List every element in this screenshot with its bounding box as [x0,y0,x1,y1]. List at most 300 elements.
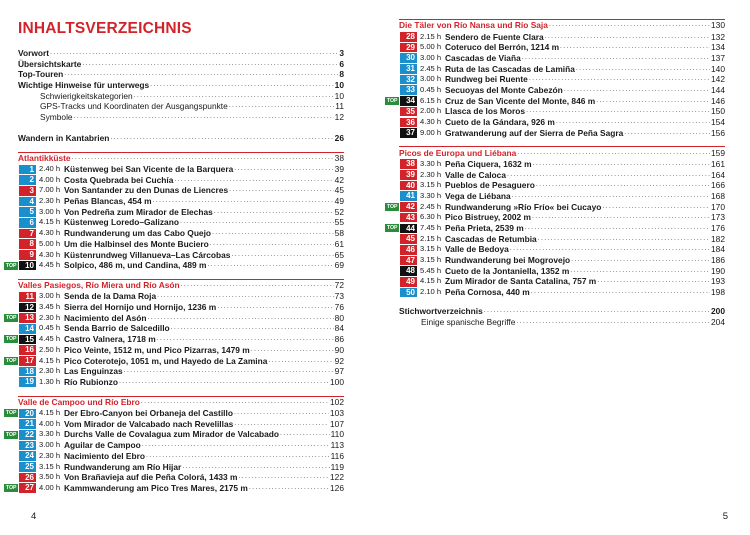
tour-row[interactable] [399,128,725,139]
tour-row[interactable] [18,377,344,388]
dot-leader [153,196,334,207]
tour-title: Von Pedreña zum Mirador de Elechas [64,206,213,217]
tour-number-badge: 31 [400,64,417,74]
dot-leader [157,291,334,302]
dot-leader [545,32,710,43]
tour-row[interactable] [386,95,725,107]
right-page [375,0,750,535]
tour-title: Zum Mirador de Santa Catalina, 757 m [445,276,597,287]
tour-row[interactable] [18,472,344,483]
dot-leader [510,244,710,255]
dot-leader [251,345,334,356]
tour-title: Nacimiento del Asón [64,312,147,323]
tour-row[interactable] [18,462,344,473]
tour-page: 132 [711,31,725,42]
dot-leader [150,80,334,91]
entry-page: 26 [334,132,344,143]
tour-number-badge: 30 [400,53,417,63]
tour-page: 168 [711,190,725,201]
toc-entry[interactable] [399,317,725,328]
tour-page: 137 [711,52,725,63]
tour-number-badge: 7 [19,229,36,239]
tour-page: 154 [711,117,725,127]
tour-page: 144 [711,84,725,95]
tour-number-badge: 4 [19,197,36,207]
tour-duration: 2.10 h [420,287,442,297]
tour-row[interactable] [399,32,725,43]
tour-title: Río Rubionzo [64,376,118,387]
tour-row[interactable] [18,164,344,175]
dot-leader [512,191,710,202]
toc-entry[interactable] [18,133,344,144]
tour-row[interactable] [399,276,725,287]
tour-title: Durchs Valle de Covalagua zum Mirador de Valcabado [64,429,280,440]
tour-page: 173 [711,212,725,223]
entry-title: Top-Touren [18,69,64,80]
tour-row[interactable] [399,244,725,255]
tour-page: 140 [711,63,725,74]
dot-leader [74,112,334,123]
tour-row[interactable] [5,408,344,419]
dot-leader [212,228,334,239]
tour-row[interactable] [5,355,344,367]
tour-row[interactable] [5,482,344,494]
tour-number-badge: 13 [19,313,36,323]
tour-page: 113 [330,440,344,451]
section-page: 102 [330,396,344,407]
tour-page: 119 [330,461,344,472]
toc-entry[interactable] [18,112,344,123]
tour-number-badge: 16 [19,345,36,355]
tour-title: Nacimiento del Ebro [64,450,145,461]
tour-row[interactable] [399,117,725,128]
tour-title: Vega de Liébana [445,190,511,201]
tour-duration: 4.15 h [39,355,61,365]
tour-title: Cueto de la Gándara, 926 m [445,117,555,127]
tour-duration: 3.30 h [420,190,442,200]
tour-row[interactable] [18,250,344,261]
toc-entry[interactable] [18,59,344,70]
dot-leader [142,440,330,451]
tour-number-badge: 6 [19,218,36,228]
tour-duration: 3.15 h [420,244,442,254]
section-heading[interactable] [399,146,725,159]
tour-number-badge: 50 [400,288,417,298]
tour-duration: 3.00 h [39,440,61,450]
tour-page: 193 [711,276,725,287]
tour-duration: 4.00 h [39,418,61,428]
dot-leader [507,170,710,181]
dot-leader [182,462,329,473]
tour-duration: 0.45 h [420,84,442,94]
dot-leader [231,250,333,261]
tour-row[interactable] [18,207,344,218]
tour-row[interactable] [399,106,725,117]
tour-title: Der Ebro-Canyon bei Orbaneja del Castillo [64,408,233,419]
dot-leader [531,287,710,298]
tour-row[interactable] [399,42,725,53]
tour-page: 76 [334,302,344,313]
tour-number-badge: 32 [400,75,417,85]
dot-leader [529,74,710,85]
tour-duration: 4.15 h [39,217,61,227]
tour-duration: 3.50 h [39,472,61,482]
dot-leader [564,85,710,96]
tour-duration: 7.00 h [39,185,61,195]
tour-page: 110 [330,429,344,440]
tour-title: Costa Quebrada bei Cuchía [64,174,174,185]
tour-row[interactable] [18,217,344,228]
tour-row[interactable] [18,196,344,207]
dot-leader [234,408,329,419]
entry-title: Einige spanische Begriffe [421,316,516,327]
entry-title: Schwierigkeitskategorien [40,90,133,101]
entry-page: 8 [339,69,344,80]
tour-row[interactable] [399,85,725,96]
entry-page: 200 [711,305,725,316]
tour-duration: 3.00 h [39,206,61,216]
tour-page: 52 [334,206,344,217]
tour-duration: 3.30 h [39,429,61,439]
tour-row[interactable] [18,228,344,239]
tour-number-badge: 19 [19,377,36,387]
tour-row[interactable] [399,212,725,223]
dot-leader [72,153,334,164]
tour-duration: 3.00 h [39,291,61,301]
tour-title: Rundwanderung am Río Hijar [64,461,182,472]
tour-row[interactable] [18,239,344,250]
tour-title: Sendero de Fuente Clara [445,31,544,42]
tour-row[interactable] [399,234,725,245]
tour-page: 150 [711,106,725,117]
tour-page: 49 [334,196,344,207]
toc-entry[interactable] [18,101,344,112]
tour-row[interactable] [399,191,725,202]
dot-leader [238,472,329,483]
tour-duration: 2.30 h [420,169,442,179]
dot-leader [146,451,330,462]
page-number-right: 5 [722,511,728,522]
entry-title: Symbole [40,112,73,123]
tour-duration: 2.45 h [420,201,442,211]
tour-number-badge: 47 [400,256,417,266]
dot-leader [596,96,710,107]
tour-number-badge: 2 [19,175,36,185]
tour-duration: 1.30 h [39,376,61,386]
top-badge: TOP [5,357,17,364]
dot-leader [229,101,335,112]
tour-row[interactable] [18,419,344,430]
tour-row[interactable] [18,440,344,451]
top-badge: TOP [5,431,17,438]
dot-leader [522,53,710,64]
tour-duration: 5.00 h [420,42,442,52]
top-badge: TOP [5,315,17,322]
tour-title: Pico Coterotejo, 1051 m, und Hayedo de La Zamina [64,355,268,366]
dot-leader [180,217,334,228]
toc-entry[interactable] [18,69,344,80]
dot-leader [119,377,329,388]
tour-row[interactable] [399,170,725,181]
tour-page: 103 [330,408,344,419]
tour-title: Pico Veinte, 1512 m, und Pico Pizarras, 1479 m [64,344,250,355]
tour-title: Sierra del Hornijo und Hornijo, 1236 m [64,302,217,313]
section-page: 130 [711,20,725,31]
dot-leader [148,313,334,324]
tour-number-badge: 23 [19,441,36,451]
tour-duration: 4.15 h [39,408,61,418]
tour-row[interactable] [18,323,344,334]
tour-duration: 5.45 h [420,265,442,275]
tour-number-badge: 48 [400,266,417,276]
tour-page: 73 [334,291,344,302]
toc-left-column [5,48,344,494]
dot-leader [516,317,710,328]
tour-title: Las Enguinzas [64,366,123,377]
tour-title: Von Santander zu den Dunas de Liencres [64,185,229,196]
tour-row[interactable] [399,287,725,298]
tour-title: Rundweg bei Ruente [445,74,528,85]
page-title: INHALTSVERZEICHNIS [18,20,192,37]
tour-row[interactable] [399,74,725,85]
tour-title: Peña Prieta, 2539 m [445,223,524,233]
tour-page: 100 [330,376,344,387]
tour-page: 122 [330,472,344,483]
tour-row[interactable] [399,255,725,266]
tour-row[interactable] [5,312,344,324]
toc-entry[interactable] [18,80,344,91]
dot-leader [234,419,329,430]
tour-page: 84 [334,323,344,334]
tour-row[interactable] [18,345,344,356]
tour-page: 161 [711,158,725,169]
dot-leader [526,106,710,117]
tour-row[interactable] [18,302,344,313]
dot-leader [280,429,330,440]
tour-row[interactable] [399,266,725,277]
tour-page: 182 [711,233,725,244]
section-title: Die Täler von Río Nansa und Río Saja [399,20,548,31]
tour-duration: 4.30 h [39,228,61,238]
dot-leader [517,148,710,159]
top-badge: TOP [386,225,398,232]
tour-title: Peñas Blancas, 454 m [64,196,152,207]
dot-leader [549,20,710,31]
dot-leader [268,356,333,367]
tour-title: Valle de Bedoya [445,244,509,255]
entry-page: 6 [339,58,344,69]
tour-duration: 3.45 h [39,302,61,312]
dot-leader [134,91,334,102]
tour-duration: 4.45 h [39,334,61,344]
tour-number-badge: 49 [400,277,417,287]
tour-number-badge: 9 [19,250,36,260]
tour-row[interactable] [18,291,344,302]
tour-title: Ruta de las Cascadas de Lamiña [445,63,575,74]
tour-number-badge: 8 [19,239,36,249]
section-title: Picos de Europa und Liébana [399,147,517,158]
tour-number-badge: 14 [19,324,36,334]
tour-number-badge: 29 [400,43,417,53]
tour-page: 55 [334,217,344,228]
tour-row[interactable] [399,53,725,64]
tour-page: 190 [711,265,725,276]
tour-number-badge: 27 [19,483,36,493]
tour-title: Cueto de la Jontaniella, 1352 m [445,265,570,276]
tour-number-badge: 26 [19,473,36,483]
toc-right-column [386,19,725,327]
tour-page: 97 [334,366,344,377]
tour-row[interactable] [18,366,344,377]
tour-number-badge: 28 [400,32,417,42]
section-heading[interactable] [18,279,344,292]
tour-page: 126 [330,482,344,493]
tour-row[interactable] [399,64,725,75]
tour-duration: 2.45 h [420,63,442,73]
dot-leader [210,239,334,250]
tour-duration: 2.30 h [39,196,61,206]
tour-row[interactable] [5,334,344,345]
dot-leader [50,48,338,59]
section-title: Atlantikküste [18,152,71,163]
dot-leader [214,207,334,218]
tour-duration: 0.45 h [39,323,61,333]
tour-row[interactable] [18,175,344,186]
tour-duration: 2.50 h [39,344,61,354]
tour-number-badge: 37 [400,128,417,138]
tour-page: 39 [334,164,344,174]
top-badge: TOP [5,485,17,492]
tour-page: 69 [334,260,344,271]
tour-row[interactable] [5,429,344,440]
section-heading[interactable] [399,19,725,32]
dot-leader [234,164,333,175]
tour-page: 58 [334,228,344,239]
tour-number-badge: 17 [19,356,36,366]
dot-leader [525,223,710,234]
tour-title: Küstenweg bei San Vicente de la Barquera [64,164,234,174]
dot-leader [624,128,710,139]
section-heading[interactable] [18,152,344,165]
dot-leader [181,280,334,291]
entry-page: 12 [334,112,344,123]
tour-page: 170 [711,201,725,212]
tour-number-badge: 22 [19,430,36,440]
tour-number-badge: 40 [400,181,417,191]
tour-page: 166 [711,180,725,191]
dot-leader [124,366,334,377]
tour-duration: 3.15 h [420,255,442,265]
tour-number-badge: 18 [19,367,36,377]
tour-page: 198 [711,287,725,298]
tour-number-badge: 42 [400,202,417,212]
tour-title: Senda Barrio de Salcedillo [64,323,170,334]
tour-row[interactable] [18,451,344,462]
tour-title: Castro Valnera, 1718 m [64,334,156,345]
tour-number-badge: 36 [400,118,417,128]
tour-duration: 3.30 h [420,158,442,168]
tour-page: 176 [711,223,725,233]
tour-number-badge: 21 [19,419,36,429]
tour-title: Cruz de San Vicente del Monte, 846 m [445,95,596,106]
tour-number-badge: 3 [19,186,36,196]
tour-duration: 3.15 h [420,180,442,190]
tour-number-badge: 25 [19,462,36,472]
entry-title: Vorwort [18,48,50,58]
dot-leader [532,212,710,223]
dot-leader [571,255,710,266]
toc-entry[interactable] [18,91,344,102]
tour-title: Secuoyas del Monte Cabezón [445,84,563,95]
tour-title: Senda de la Dama Roja [64,291,157,302]
tour-row[interactable] [386,223,725,234]
tour-duration: 2.30 h [39,450,61,460]
tour-title: Küstenrundweg Villanueva–Las Cárcobas [64,249,231,260]
tour-number-badge: 11 [19,292,36,302]
tour-page: 80 [334,312,344,323]
dot-leader [538,234,710,245]
tour-page: 146 [711,95,725,106]
dot-leader [229,185,334,196]
tour-row[interactable] [18,185,344,196]
tour-title: Vom Mirador de Valcabado nach Revelillas [64,418,234,429]
tour-page: 134 [711,42,725,53]
dot-leader [64,69,338,80]
tour-title: Gratwanderung auf der Sierra de Peña Sagra [445,127,624,138]
tour-row[interactable] [386,201,725,213]
tour-duration: 4.30 h [39,249,61,259]
dot-leader [484,306,710,317]
tour-title: Aguilar de Campoo [64,440,141,451]
dot-leader [174,175,333,186]
tour-duration: 4.30 h [420,117,442,126]
section-page: 38 [334,152,344,163]
top-badge: TOP [5,262,17,269]
tour-title: Von Brañavieja auf die Peña Colorá, 1433 m [64,472,238,483]
toc-entry[interactable] [18,48,344,59]
section-title: Valles Pasiegos, Río Miera und Río Asón [18,280,180,291]
tour-row[interactable] [5,260,344,271]
tour-title: Coteruco del Berrón, 1214 m [445,42,560,53]
tour-title: Peña Cornosa, 440 m [445,287,530,298]
tour-number-badge: 10 [19,261,36,271]
tour-number-badge: 5 [19,207,36,217]
entry-title: Übersichtskarte [18,58,82,69]
tour-row[interactable] [399,159,725,170]
entry-title: GPS-Tracks und Koordinaten der Ausgangspunkte [40,101,228,112]
entry-page: 10 [334,80,344,91]
tour-number-badge: 12 [19,303,36,313]
toc-entry[interactable] [399,306,725,317]
tour-duration: 3.15 h [39,461,61,471]
tour-page: 107 [330,418,344,429]
tour-duration: 4.45 h [39,260,61,270]
dot-leader [171,323,334,334]
dot-leader [141,397,329,408]
tour-duration: 2.30 h [39,312,61,322]
tour-title: Rundwanderung »Río Frío« bei Cucayo [445,201,602,212]
tour-page: 42 [334,174,344,185]
tour-row[interactable] [399,180,725,191]
section-title: Valle de Campoo und Río Ebro [18,396,140,407]
tour-duration: 2.40 h [39,164,61,173]
tour-number-badge: 38 [400,159,417,169]
dot-leader [570,266,710,277]
tour-page: 61 [334,238,344,249]
dot-leader [533,159,710,170]
tour-duration: 6.15 h [420,95,442,105]
section-heading[interactable] [18,396,344,409]
